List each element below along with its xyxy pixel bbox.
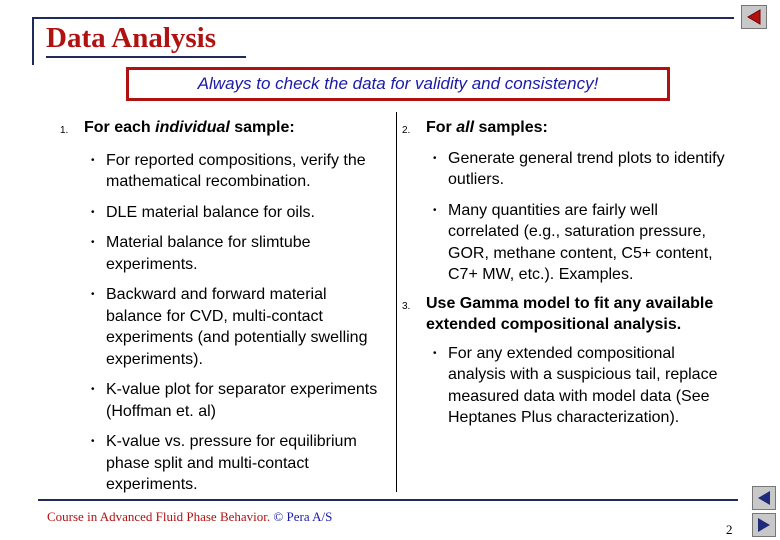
heading-pre: For each (84, 119, 156, 136)
heading-emphasis: all (456, 119, 475, 136)
numbered-item-2 (402, 117, 732, 139)
list-item: • K-value vs. pressure for equilibrium phase split and multi-contact experiments. (91, 433, 357, 493)
bullet-icon: • (91, 237, 95, 248)
bullet-icon: • (91, 154, 95, 166)
item-number: 1. (60, 125, 69, 136)
right-column (402, 117, 732, 429)
slide-title: Data Analysis (46, 22, 217, 54)
triangle-left-icon (755, 489, 773, 507)
bullet-icon: • (433, 347, 437, 359)
bullet-icon: • (91, 289, 95, 300)
bullet-icon: • (91, 206, 95, 218)
list-item: • For reported compositions, verify the mathematical recombination. (91, 151, 366, 190)
list-item: • For any extended compositional analysis with a suspicious tail, replace measured data with model data (See Heptanes Plus characterization). (433, 344, 718, 426)
bullet-icon: • (91, 384, 95, 395)
list-item: • DLE material balance for oils. (60, 202, 380, 224)
copyright: © Pera A/S (273, 509, 333, 524)
list-item: • K-value plot for separator experiments (Hoffman et. al) (91, 381, 378, 420)
title-frame-top (32, 17, 734, 19)
page-number: 2 (726, 522, 733, 537)
list-item: • Backward and forward material balance for CVD, multi-contact experiments (and potentially swelling experiments). (91, 286, 368, 368)
item-number: 3. (402, 300, 411, 312)
left-column (60, 117, 380, 496)
bullet-icon: • (91, 436, 95, 447)
close-button[interactable] (741, 5, 767, 29)
heading: Use Gamma model to fit any available extended compositional analysis. (426, 294, 714, 333)
list-item: • Many quantities are fairly well correlated (e.g., saturation pressure, GOR, methane content, C5+ content, C7+ MW, etc.). Examples. (433, 201, 713, 283)
triangle-left-icon (744, 8, 764, 26)
heading-post: sample: (229, 119, 295, 136)
next-slide-button[interactable] (752, 513, 776, 537)
course-name: Course in Advanced Fluid Phase Behavior. (47, 509, 271, 524)
heading-pre: For (426, 119, 457, 136)
bullet-icon: • (433, 204, 437, 216)
triangle-right-icon (755, 516, 773, 534)
subtitle-box (126, 67, 670, 101)
heading-emphasis: individual (155, 119, 230, 136)
footer-line (38, 499, 738, 501)
footer (47, 509, 332, 525)
column-divider (396, 112, 397, 492)
prev-slide-button[interactable] (752, 486, 776, 510)
bullet-list (402, 343, 732, 429)
bullet-list (402, 148, 732, 286)
item-number: 2. (402, 125, 411, 136)
bullet-icon: • (433, 152, 437, 164)
list-item: • Generate general trend plots to identify outliers. (433, 149, 725, 188)
title-frame-left (32, 17, 34, 65)
title-underline (46, 56, 246, 58)
bullet-list (60, 150, 380, 496)
list-item: • Material balance for slimtube experiments. (91, 234, 311, 273)
subtitle: Always to check the data for validity and consistency! (197, 74, 599, 93)
heading-post: samples: (474, 119, 548, 136)
numbered-item-1 (60, 117, 380, 139)
numbered-item-3 (402, 293, 732, 336)
